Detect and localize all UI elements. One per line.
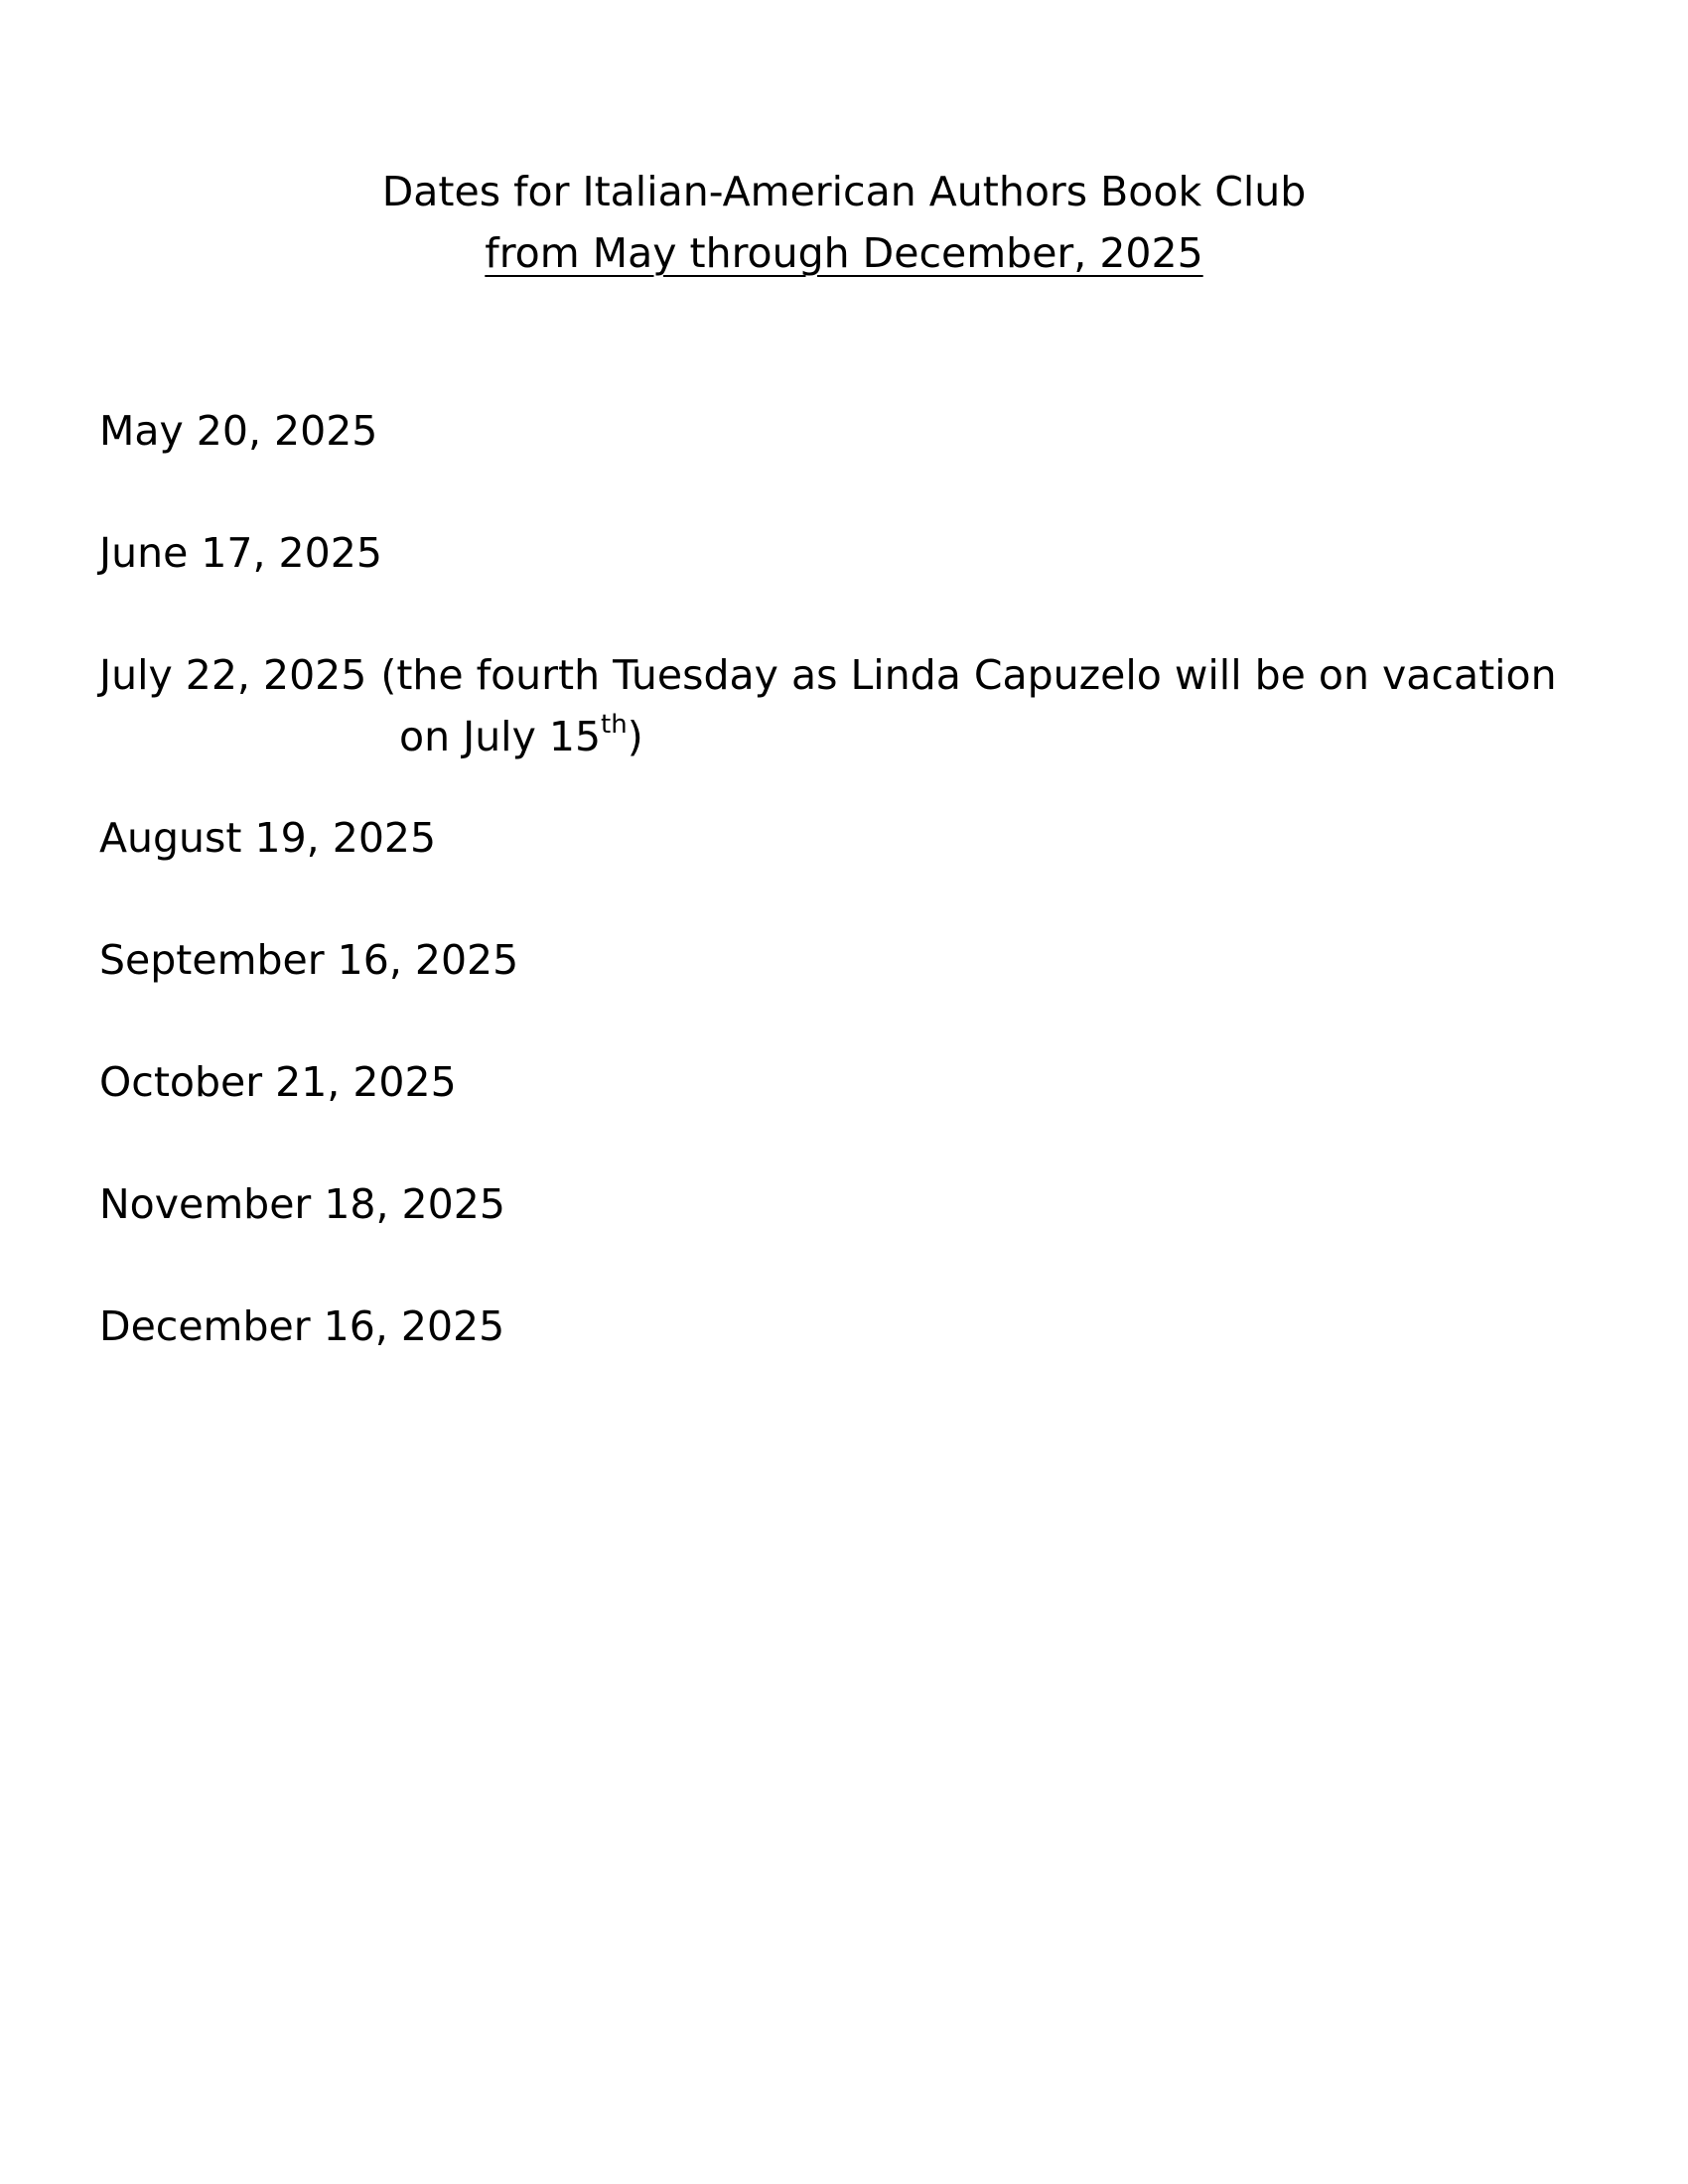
date-entry-august (99, 807, 1589, 929)
date-text: October 21, 2025 (99, 1058, 457, 1106)
title-block (0, 161, 1688, 284)
date-note-line1: (the fourth Tuesday as Linda Capuzelo will be on vacation (380, 651, 1557, 699)
date-text: August 19, 2025 (99, 814, 437, 862)
meeting-date-list (99, 400, 1589, 1418)
date-note-suffix: ) (627, 713, 643, 760)
date-entry-september (99, 929, 1589, 1051)
date-entry-june (99, 522, 1589, 644)
date-entry-july (99, 644, 1589, 807)
date-text: May 20, 2025 (99, 407, 378, 455)
date-entry-october (99, 1051, 1589, 1173)
page-title: Dates for Italian-American Authors Book Club (381, 168, 1307, 215)
date-text: July 22, 2025 (99, 651, 367, 699)
date-entry-november (99, 1173, 1589, 1296)
date-note-prefix: on July 15 (399, 713, 602, 760)
date-entry-december (99, 1296, 1589, 1418)
ordinal-suffix: th (601, 710, 628, 740)
date-text: December 16, 2025 (99, 1302, 505, 1350)
page-subtitle: from May through December, 2025 (485, 229, 1203, 277)
date-text: November 18, 2025 (99, 1180, 505, 1228)
date-note-line2 (99, 706, 1589, 767)
date-entry-may (99, 400, 1589, 522)
date-text: June 17, 2025 (99, 529, 382, 577)
date-text: September 16, 2025 (99, 936, 519, 984)
